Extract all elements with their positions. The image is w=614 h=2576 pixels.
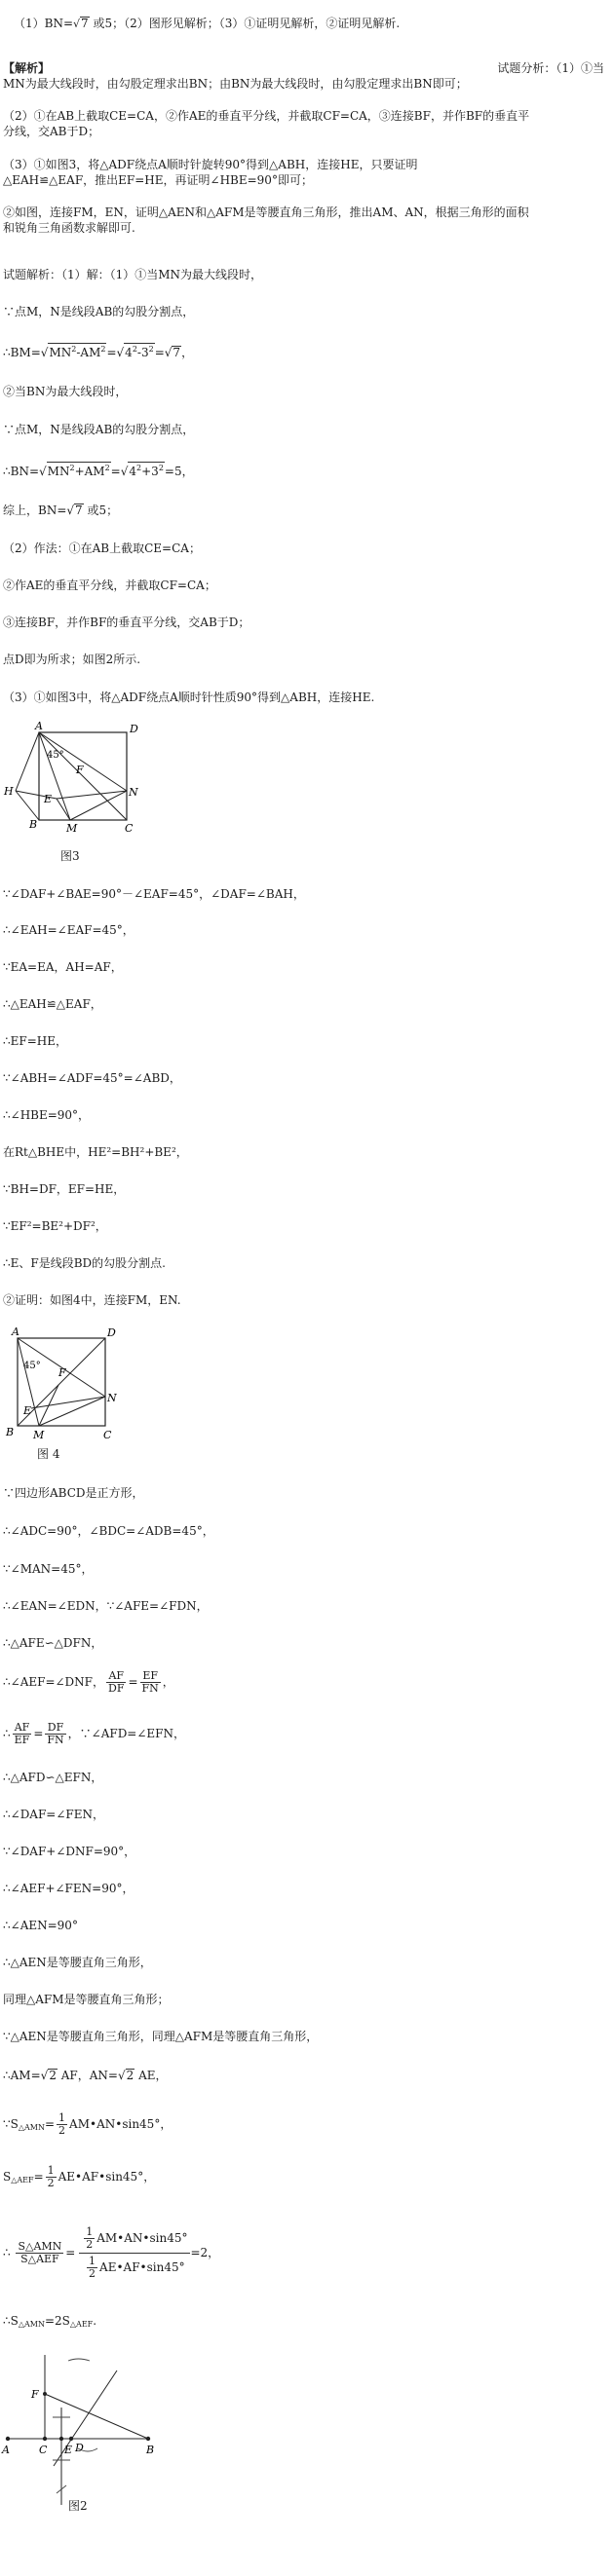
solution-line7: 综上，BN=√7 或5； — [3, 504, 119, 517]
analysis-line6: △EAH≌△EAF，推出EF=HE，再证明∠HBE=90°即可； — [3, 173, 313, 187]
p2-l7-f2d: FN — [47, 1734, 64, 1746]
answer-part1b: 或5；（2）图形见解析；（3）①证明见解析，②证明见解析. — [89, 17, 401, 30]
p2-l17-c: AM•AN•sin45°， — [69, 2117, 173, 2131]
solution-line8: （2）作法：①在AB上截取CE=CA； — [3, 541, 201, 555]
sol-l7-r: 7 — [75, 504, 83, 517]
proof1-line5: ∴EF=HE， — [3, 1034, 68, 1048]
fig2-label-c: C — [39, 2444, 48, 2456]
fig4-label-e: E — [23, 1404, 32, 1417]
proof2-line12: ∴∠AEN=90° — [3, 1919, 78, 1932]
figure-2 — [0, 2349, 166, 2520]
fig4-label-a: A — [12, 1325, 19, 1338]
p2-l6-f2n: EF — [140, 1670, 161, 1683]
p2-l7-frac2 — [45, 1722, 65, 1746]
analysis-heading: 【解析】 — [3, 61, 51, 75]
proof1-line9: ∵BH=DF，EF=HE， — [3, 1182, 126, 1196]
sol-l3-rad1: $MN^2-AM^2$ — [49, 345, 106, 359]
proof1-line2: ∴∠EAH=∠EAF=45°， — [3, 923, 134, 937]
fig3-label-a: A — [35, 721, 43, 732]
p2-l19-b: = — [65, 2246, 76, 2259]
solution-line10: ③连接BF，并作BF的垂直平分线，交AB于D； — [3, 616, 250, 629]
fig2-caption: 图2 — [68, 2499, 88, 2513]
p2-l7-f1d: EF — [14, 1734, 30, 1746]
solution-line1: 试题解析：（1）解：（1）①当MN为最大线段时， — [3, 268, 263, 281]
proof2-line5: ∴△AFE∽△DFN， — [3, 1636, 103, 1650]
p2-l16-c: AE， — [134, 2069, 168, 2082]
solution-line11: 点D即为所求；如图2所示. — [3, 653, 141, 666]
p2-l6-f2d: FN — [141, 1682, 159, 1695]
fig2-label-d: D — [75, 2442, 84, 2454]
proof2-line14: 同理△AFM是等腰直角三角形； — [3, 1993, 170, 2006]
sol-l3-r4: -3 — [136, 346, 149, 359]
p2-l16-r: 2 — [49, 2069, 57, 2082]
proof1-line1: ∵∠DAF+∠BAE=90°－∠EAF=45°，∠DAF=∠BAH， — [3, 887, 305, 901]
fig3-label-f: F — [76, 764, 84, 776]
fig4-label-m: M — [33, 1429, 45, 1441]
fig4-label-n: N — [107, 1392, 117, 1404]
fig2-label-b: B — [146, 2444, 155, 2456]
fig4-label-d: D — [107, 1326, 116, 1339]
p2-l6-b: ， — [162, 1675, 174, 1689]
proof1-line11: ∴E、F是线段BD的勾股分割点. — [3, 1256, 166, 1270]
fig4-caption: 图 4 — [37, 1447, 60, 1461]
sol-l6-rad2: $4^2+3^2$ — [129, 464, 164, 478]
fig2-label-f: F — [31, 2388, 39, 2401]
p2-l17-n: 1 — [58, 2111, 66, 2124]
figure-3 — [0, 721, 146, 867]
fig3-label-e: E — [44, 793, 53, 805]
p2-l18-b: = — [33, 2170, 44, 2184]
p2-l19-bot: AE•AF•sin45° — [99, 2260, 185, 2274]
fig2-label-a: A — [2, 2444, 10, 2456]
fig3-label-m: M — [66, 822, 78, 835]
fig3-label-c: C — [125, 822, 134, 835]
p2-l7-b: ，∵∠AFD=∠EFN， — [67, 1727, 186, 1740]
sol-l3-c: = — [154, 346, 165, 359]
p2-l20-b: =2S — [44, 2314, 70, 2328]
sol-l3-r3: 4 — [125, 346, 133, 359]
p2-l18-frac — [46, 2165, 57, 2189]
p2-l19-c: =2， — [190, 2246, 220, 2259]
sol-l3-r1: MN — [49, 346, 72, 359]
p2-l16-b: AF，AN= — [57, 2069, 118, 2082]
p2-l18-c: AE•AF•sin45°， — [58, 2170, 156, 2184]
fig3-caption: 图3 — [60, 849, 80, 863]
solution-line6: $\therefore BN=√MN^2+AM^2=√4^2+3^2=5$， — [3, 464, 194, 478]
sol-l6-rad1: $MN^2+AM^2$ — [47, 464, 110, 478]
p2-l18-sub: △AEF — [11, 2176, 34, 2184]
solution-line3: $\therefore BM=√MN^2-AM^2=√4^2-3^2=√7$， — [3, 345, 194, 359]
diag-bd — [39, 732, 127, 820]
p2-l19-lhs-frac — [16, 2241, 63, 2265]
answer-sqrt7: 7 — [81, 17, 89, 30]
p2-l20-sub2: △AEF — [69, 2320, 94, 2329]
proof2-line7: ∴ $\frac{AF}{EF}$ = $\frac{DF}{FN}$ ，∵∠AFD=∠EFN， — [3, 1721, 186, 1746]
p2-l18-a: S — [3, 2170, 12, 2184]
p2-l19-h2n: 1 — [89, 2255, 96, 2267]
proof2-line3: ∵∠MAN=45°， — [3, 1562, 94, 1576]
p2-l17-d: 2 — [58, 2124, 66, 2137]
sol-l3-r5: 7 — [173, 346, 181, 359]
fig4-label-45: 45° — [23, 1361, 41, 1371]
solution-line4: ②当BN为最大线段时， — [3, 385, 128, 398]
p2-l6-eq: = — [128, 1675, 138, 1689]
fig3-label-b: B — [29, 818, 38, 831]
p2-l6-a: ∴∠AEF=∠DNF， — [3, 1675, 104, 1689]
proof1-line12: ②证明：如图4中，连接FM，EN. — [3, 1293, 181, 1307]
p2-l20-c: . — [93, 2314, 97, 2328]
solution-line12: （3）①如图3中，将△ADF绕点A顺时针性质90°得到△ABH，连接HE. — [3, 691, 375, 704]
proof2-line15: ∵△AEN是等腰直角三角形，同理△AFM是等腰直角三角形， — [3, 2030, 319, 2043]
fig3-label-n: N — [129, 786, 138, 799]
p2-l19-half2 — [87, 2256, 97, 2280]
analysis-right1: 试题分析：（1）①当 — [497, 61, 604, 75]
analysis-line8: 和锐角三角函数求解即可. — [3, 221, 135, 235]
p2-l20-sub: △AMN — [18, 2320, 45, 2329]
sol-l6-r1: MN — [47, 465, 70, 478]
fig3-label-h: H — [4, 785, 14, 798]
fig4-label-c: C — [103, 1429, 112, 1441]
p2-l19-rhs-num — [79, 2226, 190, 2254]
p2-l19-s1: S△AMN — [18, 2240, 62, 2253]
sol-l6-a: ∴BN= — [3, 465, 40, 478]
p2-l16-a: ∴AM= — [3, 2069, 41, 2082]
sol-l7-a: 综上，BN= — [3, 504, 67, 517]
proof2-line11: ∴∠AEF+∠FEN=90°， — [3, 1882, 134, 1895]
p2-l6-frac2 — [140, 1670, 161, 1695]
p2-l17-b: = — [44, 2117, 56, 2131]
p2-l7-f2n: DF — [45, 1722, 65, 1735]
sol-l6-c: =5， — [164, 465, 194, 478]
proof1-line3: ∵EA=EA，AH=AF， — [3, 960, 123, 974]
fig2-label-e: E — [64, 2444, 73, 2456]
p2-l7-frac1 — [13, 1722, 32, 1746]
answer-part1: （1）BN= — [14, 17, 74, 30]
proof2-line10: ∵∠DAF+∠DNF=90°， — [3, 1845, 136, 1858]
solution-line5: ∵点M，N是线段AB的勾股分割点， — [3, 423, 195, 436]
p2-l19-a: ∴ — [3, 2246, 11, 2259]
proof1-line10: ∵EF²=BE²+DF²， — [3, 1219, 107, 1233]
p2-l19-rhs-frac — [79, 2226, 190, 2280]
p2-l19-h2d: 2 — [89, 2267, 96, 2280]
fig3-label-45: 45° — [47, 750, 64, 761]
sol-l6-r3: 4 — [129, 465, 137, 478]
sol-l7-b: 或5； — [83, 504, 119, 517]
proof1-line8: 在Rt△BHE中，HE²=BH²+BE²， — [3, 1145, 188, 1159]
proof2-line20 — [3, 2314, 614, 2332]
sol-l6-r4: +3 — [141, 465, 159, 478]
p2-l18-n: 1 — [47, 2164, 55, 2177]
proof1-line4: ∴△EAH≌△EAF， — [3, 997, 102, 1011]
proof2-line4: ∴∠EAN=∠EDN，∵∠AFE=∠FDN， — [3, 1599, 209, 1613]
analysis-line2: MN为最大线段时，由勾股定理求出BN；由BN为最大线段时，由勾股定理求出BN即可； — [3, 77, 468, 91]
p2-l6-f1d: DF — [108, 1682, 125, 1695]
sol-l3-rad2: $4^2-3^2$ — [125, 345, 154, 359]
p2-l19-top: AM•AN•sin45° — [96, 2231, 188, 2245]
p2-l7-eq: = — [33, 1727, 44, 1740]
fig4-label-b: B — [6, 1426, 15, 1438]
solution-line2: ∵点M，N是线段AB的勾股分割点， — [3, 305, 195, 318]
sol-l3-b: = — [106, 346, 117, 359]
proof2-line19 — [3, 2225, 614, 2280]
proof2-line17 — [3, 2109, 614, 2139]
p2-l19-rhs-den — [79, 2254, 190, 2280]
analysis-line4: 分线，交AB于D； — [3, 125, 100, 138]
p2-l19-h1n: 1 — [86, 2225, 94, 2238]
analysis-line5: （3）①如图3，将△ADF绕点A顺时针旋转90°得到△ABH，连接HE，只要证明 — [3, 158, 418, 171]
proof2-line1: ∵四边形ABCD是正方形， — [3, 1486, 144, 1500]
p2-l6-frac1 — [106, 1670, 126, 1695]
p2-l19-h1d: 2 — [86, 2238, 94, 2251]
proof2-line18 — [3, 2162, 614, 2191]
fig4-label-f: F — [58, 1366, 66, 1379]
sol-l3-r2: -AM — [76, 346, 101, 359]
p2-l17-a: ∵S — [3, 2117, 19, 2131]
p2-l7-f1n: AF — [13, 1722, 32, 1735]
proof2-line16: ∴AM=√2 AF，AN=√2 AE， — [3, 2069, 168, 2082]
p2-l6-f1n: AF — [106, 1670, 126, 1683]
proof1-line7: ∴∠HBE=90°， — [3, 1108, 91, 1122]
p2-l17-sub: △AMN — [18, 2123, 45, 2132]
p2-l19-half1 — [84, 2226, 95, 2251]
proof2-line13: ∴△AEN是等腰直角三角形， — [3, 1956, 152, 1969]
sol-l6-r2: +AM — [74, 465, 105, 478]
analysis-line3: （2）①在AB上截取CE=CA，②作AE的垂直平分线，并截取CF=CA，③连接BF，并作BF的垂直平 — [3, 109, 530, 123]
proof2-line8: ∴△AFD∽△EFN， — [3, 1771, 103, 1784]
proof2-line9: ∴∠DAF=∠FEN， — [3, 1808, 104, 1821]
sol-l3-a: ∴BM= — [3, 346, 41, 359]
answer-line: （1）BN=√7 或5；（2）图形见解析；（3）①证明见解析，②证明见解析. — [14, 17, 401, 30]
sol-l6-b: = — [110, 465, 121, 478]
p2-l17-frac — [57, 2112, 67, 2137]
fig3-label-d: D — [130, 723, 138, 735]
proof2-line6 — [3, 1667, 614, 1697]
solution-line9: ②作AE的垂直平分线，并截取CF=CA； — [3, 579, 216, 592]
sol-l3-d: ， — [181, 346, 194, 359]
p2-l19-s2: S△AEF — [20, 2253, 59, 2265]
p2-l16-r2: 2 — [126, 2069, 134, 2082]
p2-l18-d: 2 — [47, 2177, 55, 2189]
p2-l20-a: ∴S — [3, 2314, 19, 2328]
proof1-line6: ∵∠ABH=∠ADF=45°=∠ABD， — [3, 1071, 181, 1085]
figure-4 — [0, 1325, 127, 1446]
proof2-line2: ∴∠ADC=90°，∠BDC=∠ADB=45°， — [3, 1524, 214, 1538]
analysis-line7: ②如图，连接FM，EN，证明△AEN和△AFM是等腰直角三角形，推出AM、AN，根据三角形的面积 — [3, 205, 529, 219]
